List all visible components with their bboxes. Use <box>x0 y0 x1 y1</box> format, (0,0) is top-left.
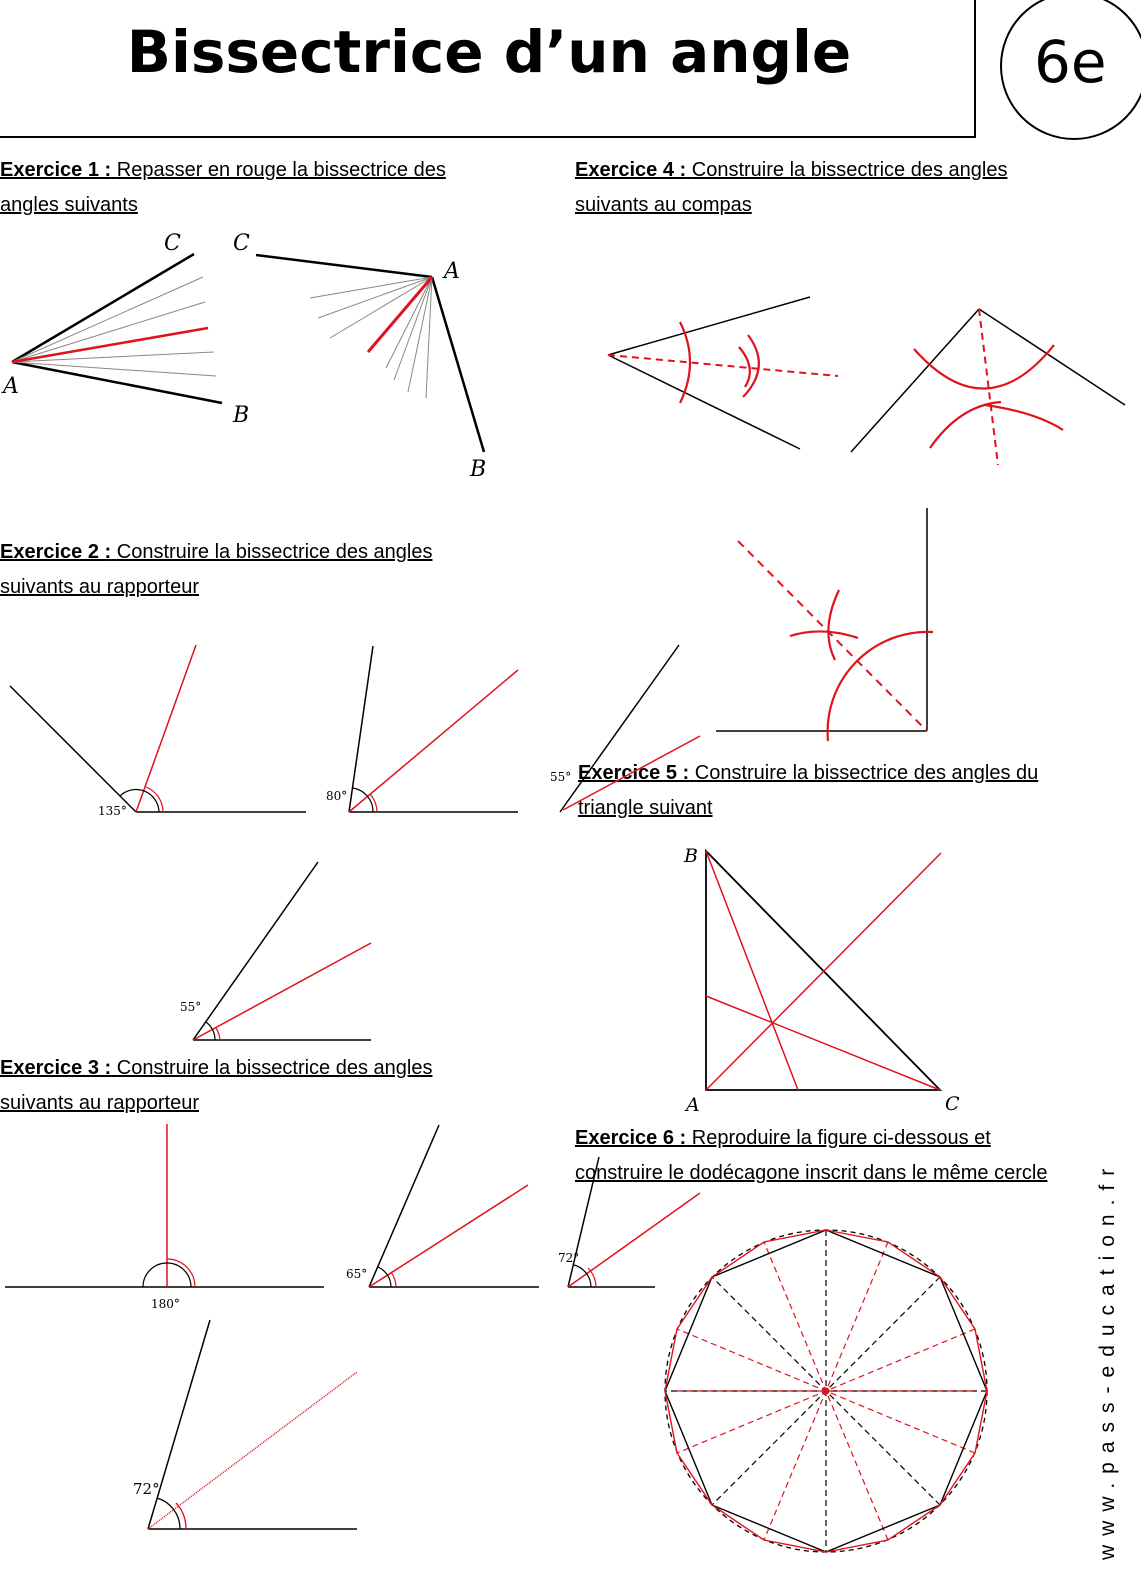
angle-label: 55° <box>550 770 572 784</box>
ex3-angle-72-small <box>558 1157 700 1287</box>
exercise-instruction: Reproduire la figure ci-dessous et construire le dodécagone inscrit dans le même cercle <box>575 1127 1048 1184</box>
angle-label: 80° <box>326 789 348 803</box>
vertex-label-b: B <box>684 845 698 867</box>
exercise-label: Exercice 5 : <box>578 762 690 784</box>
ex4-compass-figure-1 <box>608 297 838 449</box>
exercise-instruction: Construire la bissectrice des angles suivants au rapporteur <box>0 1057 433 1114</box>
angle-label: 55° <box>180 1000 202 1014</box>
vertex-label-c: C <box>164 231 181 256</box>
ex4-angle-55-partial <box>550 645 700 812</box>
exercise-label: Exercice 3 : <box>0 1057 112 1079</box>
page-title: Bissectrice d’un angle <box>126 18 852 86</box>
exercise-label: Exercice 4 : <box>575 159 687 181</box>
ex5-triangle <box>683 845 960 1116</box>
ex3-angle-180 <box>5 1124 324 1311</box>
vertex-label-c: C <box>945 1093 960 1115</box>
exercise-label: Exercice 1 : <box>0 159 112 181</box>
exercise-instruction: Construire la bissectrice des angles suivants au compas <box>575 159 1008 216</box>
ex1-figure-right <box>233 231 486 482</box>
ex3-angle-72-large <box>133 1320 357 1529</box>
exercise-label: Exercice 6 : <box>575 1127 687 1149</box>
angle-label: 135° <box>98 804 127 818</box>
angle-label: 72° <box>558 1251 580 1265</box>
vertex-label-b: B <box>470 457 487 482</box>
exercise-label: Exercice 2 : <box>0 541 112 563</box>
ex2-angle-55 <box>180 862 371 1040</box>
level-label: 6e <box>1034 28 1107 96</box>
ex4-compass-figure-2 <box>851 309 1125 465</box>
footer-site-url: www.pass-education.fr <box>1096 1159 1119 1560</box>
exercise-instruction: Construire la bissectrice des angles du triangle suivant <box>578 762 1039 819</box>
ex6-dodecagon-figure <box>665 1230 987 1552</box>
vertex-label-a: A <box>444 259 460 284</box>
exercise-instruction: Construire la bissectrice des angles suivants au rapporteur <box>0 541 433 598</box>
ex2-angle-135 <box>10 645 306 818</box>
angle-label: 65° <box>346 1267 368 1281</box>
angle-label: 72° <box>133 1480 160 1498</box>
vertex-label-a: A <box>3 374 19 399</box>
vertex-label-c: C <box>233 231 250 256</box>
angle-label: 180° <box>151 1297 180 1311</box>
ex4-compass-figure-3 <box>716 508 933 741</box>
ex2-angle-80 <box>326 646 518 812</box>
ex1-figure-left <box>1 231 249 428</box>
vertex-label-a: A <box>686 1094 700 1116</box>
vertex-label-b: B <box>233 403 250 428</box>
ex3-angle-65 <box>346 1125 539 1287</box>
exercise-instruction: Repasser en rouge la bissectrice des angles suivants <box>0 159 446 216</box>
